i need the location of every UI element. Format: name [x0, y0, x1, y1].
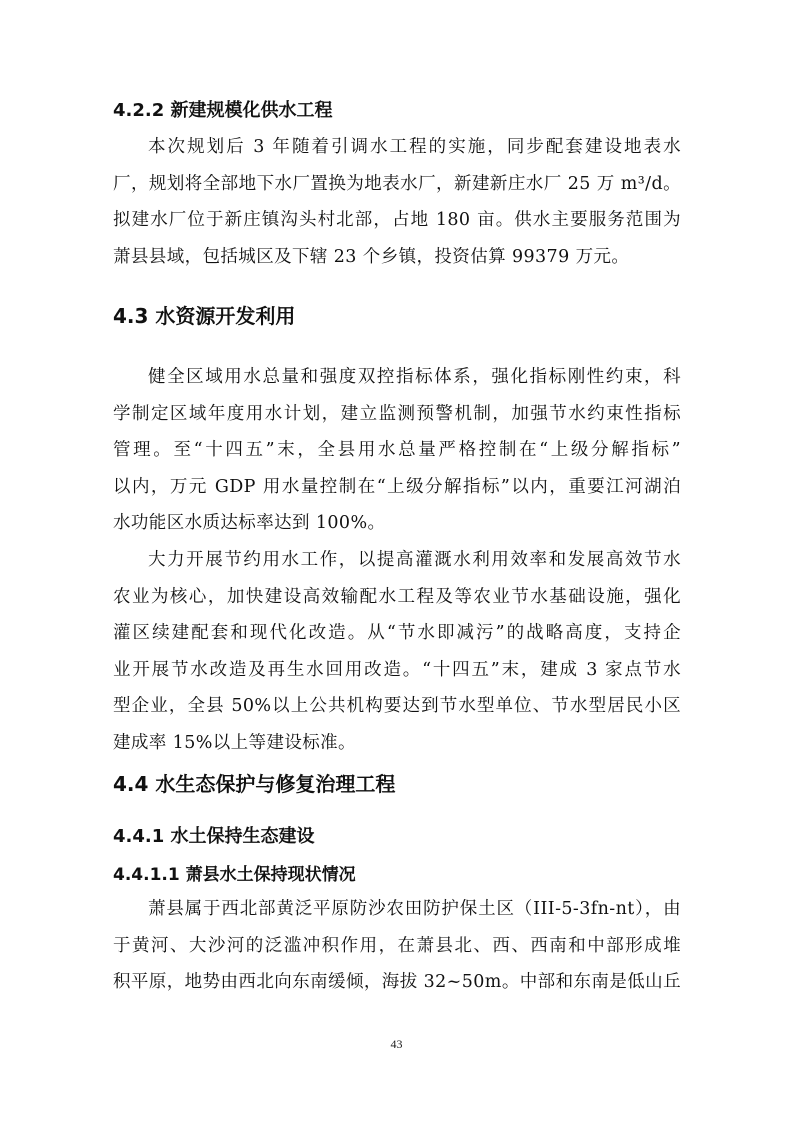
paragraph-water-plant: [113, 129, 681, 275]
paragraph-line: 于黄河、大沙河的泛滥冲积作用，在萧县北、西、西南和中部形成堆: [113, 935, 681, 956]
paragraph-line: 水功能区水质达标率达到 100%。: [113, 513, 386, 533]
paragraph-line: 萧县属于西北部黄泛平原防沙农田防护保土区（III-5-3fn-nt），由: [148, 899, 681, 919]
paragraph-line: 以内，万元 GDP 用水量控制在“上级分解指标”以内，重要江河湖泊: [113, 476, 681, 497]
paragraph-water-control: [113, 359, 681, 542]
paragraph-water-saving: [113, 542, 681, 761]
paragraph-line: 积平原，地势由西北向东南缓倾，海拔 32~50m。中部和东南是低山丘: [113, 972, 681, 992]
paragraph-soil-conservation: [113, 891, 681, 1001]
section-heading-4-4-1-1: 4.4.1.1 萧县水土保持现状情况: [113, 865, 356, 885]
paragraph-line: 学制定区域年度用水计划，建立监测预警机制，加强节水约束性指标: [113, 403, 681, 424]
paragraph-line: 建成率 15%以上等建设标准。: [113, 732, 356, 753]
page-number: 43: [390, 1037, 403, 1051]
section-heading-4-3: 4.3 水资源开发利用: [113, 304, 296, 328]
paragraph-line: 型企业，全县 50%以上公共机构要达到节水型单位、节水型居民小区: [113, 696, 681, 716]
paragraph-line: 农业为核心，加快建设高效输配水工程及等农业节水基础设施，强化: [113, 586, 681, 607]
paragraph-line: 大力开展节约用水工作，以提高灌溉水利用效率和发展高效节水: [148, 550, 681, 570]
paragraph-line: 业开展节水改造及再生水回用改造。“十四五”末，建成 3 家点节水: [113, 659, 681, 680]
paragraph-line: 本次规划后 3 年随着引调水工程的实施，同步配套建设地表水: [148, 137, 681, 157]
paragraph-line: 健全区域用水总量和强度双控指标体系，强化指标刚性约束，科: [148, 367, 681, 387]
paragraph-line: 萧县县域，包括城区及下辖 23 个乡镇，投资估算 99379 万元。: [113, 246, 630, 267]
paragraph-line: 厂，规划将全部地下水厂置换为地表水厂，新建新庄水厂 25 万 m³/d。: [113, 173, 681, 194]
section-heading-4-4-1: 4.4.1 水土保持生态建设: [113, 826, 315, 847]
paragraph-line: 拟建水厂位于新庄镇沟头村北部，占地 180 亩。供水主要服务范围为: [113, 210, 681, 230]
paragraph-line: 管理。至“十四五”末，全县用水总量严格控制在“上级分解指标”: [113, 440, 681, 460]
section-heading-4-2-2: 4.2.2 新建规模化供水工程: [113, 100, 333, 121]
paragraph-line: 灌区续建配套和现代化改造。从“节水即减污”的战略高度，支持企: [113, 623, 681, 643]
section-heading-4-4: 4.4 水生态保护与修复治理工程: [113, 772, 396, 796]
